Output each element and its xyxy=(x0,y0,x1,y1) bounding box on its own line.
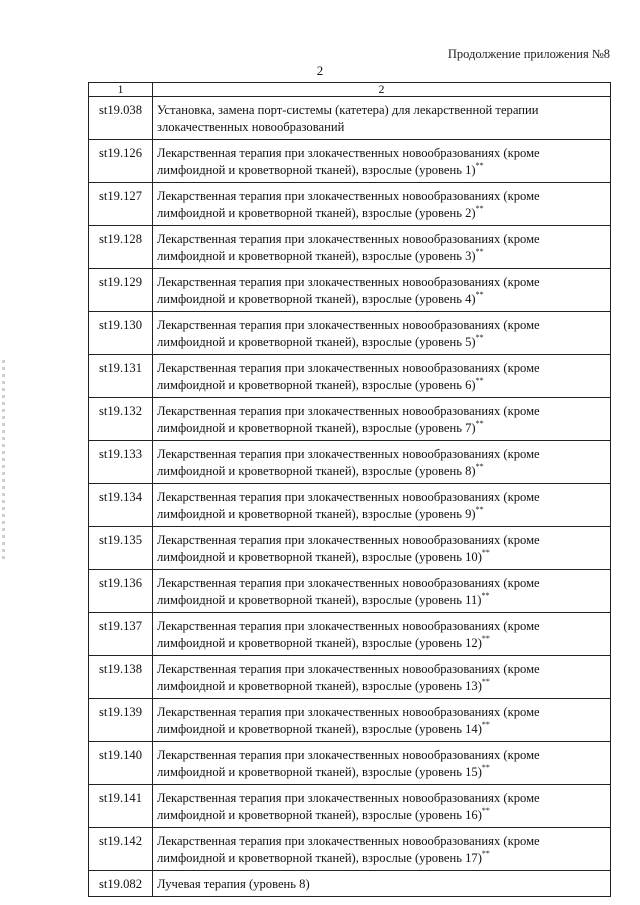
row-description: Лекарственная терапия при злокачественных новообразованиях (кроме лимфоидной и кроветворной тканей), взрослые (уровень 5) xyxy=(157,318,540,349)
table-row xyxy=(89,656,611,699)
footnote-mark: ** xyxy=(481,548,490,557)
row-code: st19.136 xyxy=(89,570,153,613)
row-description-cell xyxy=(153,312,611,355)
row-description: Лекарственная терапия при злокачественных новообразованиях (кроме лимфоидной и кроветворной тканей), взрослые (уровень 7) xyxy=(157,404,540,435)
table-body xyxy=(89,83,611,897)
scan-binding-marks xyxy=(2,360,5,560)
row-description-cell xyxy=(153,785,611,828)
row-description-cell xyxy=(153,484,611,527)
row-code: st19.133 xyxy=(89,441,153,484)
footnote-mark: ** xyxy=(481,849,490,858)
table-row xyxy=(89,355,611,398)
table-row xyxy=(89,140,611,183)
row-description: Лекарственная терапия при злокачественных новообразованиях (кроме лимфоидной и кроветворной тканей), взрослые (уровень 11) xyxy=(157,576,540,607)
row-description: Лекарственная терапия при злокачественных новообразованиях (кроме лимфоидной и кроветворной тканей), взрослые (уровень 13) xyxy=(157,662,540,693)
row-description: Лекарственная терапия при злокачественных новообразованиях (кроме лимфоидной и кроветворной тканей), взрослые (уровень 15) xyxy=(157,748,540,779)
footnote-mark: ** xyxy=(481,634,490,643)
row-description-cell xyxy=(153,699,611,742)
row-code: st19.138 xyxy=(89,656,153,699)
row-description-cell xyxy=(153,97,611,140)
row-description: Лекарственная терапия при злокачественных новообразованиях (кроме лимфоидной и кроветворной тканей), взрослые (уровень 14) xyxy=(157,705,540,736)
row-description: Лучевая терапия (уровень 8) xyxy=(157,877,310,891)
footnote-mark: ** xyxy=(475,290,484,299)
row-code: st19.129 xyxy=(89,269,153,312)
row-description-cell xyxy=(153,226,611,269)
row-description-cell xyxy=(153,355,611,398)
table-row xyxy=(89,269,611,312)
footnote-mark: ** xyxy=(481,591,490,600)
tariff-table xyxy=(88,82,611,897)
table-row xyxy=(89,97,611,140)
row-description: Лекарственная терапия при злокачественных новообразованиях (кроме лимфоидной и кроветворной тканей), взрослые (уровень 3) xyxy=(157,232,540,263)
row-description-cell xyxy=(153,871,611,897)
table-row xyxy=(89,484,611,527)
row-code: st19.128 xyxy=(89,226,153,269)
row-description-cell xyxy=(153,140,611,183)
row-description: Установка, замена порт-системы (катетера) для лекарственной терапии злокачественных новообразований xyxy=(157,103,539,134)
row-code: st19.141 xyxy=(89,785,153,828)
footnote-mark: ** xyxy=(475,419,484,428)
table-row xyxy=(89,398,611,441)
table-row xyxy=(89,871,611,897)
row-code: st19.131 xyxy=(89,355,153,398)
column-header-1: 1 xyxy=(89,83,153,97)
row-description-cell xyxy=(153,656,611,699)
row-code: st19.126 xyxy=(89,140,153,183)
row-description: Лекарственная терапия при злокачественных новообразованиях (кроме лимфоидной и кроветворной тканей), взрослые (уровень 4) xyxy=(157,275,540,306)
row-code: st19.135 xyxy=(89,527,153,570)
row-description: Лекарственная терапия при злокачественных новообразованиях (кроме лимфоидной и кроветворной тканей), взрослые (уровень 1) xyxy=(157,146,540,177)
table-row xyxy=(89,742,611,785)
row-code: st19.140 xyxy=(89,742,153,785)
footnote-mark: ** xyxy=(475,333,484,342)
row-description-cell xyxy=(153,613,611,656)
table-row xyxy=(89,570,611,613)
footnote-mark: ** xyxy=(481,806,490,815)
row-description: Лекарственная терапия при злокачественных новообразованиях (кроме лимфоидной и кроветворной тканей), взрослые (уровень 6) xyxy=(157,361,540,392)
row-description-cell xyxy=(153,828,611,871)
row-description-cell xyxy=(153,398,611,441)
row-code: st19.137 xyxy=(89,613,153,656)
footnote-mark: ** xyxy=(475,161,484,170)
row-description: Лекарственная терапия при злокачественных новообразованиях (кроме лимфоидной и кроветворной тканей), взрослые (уровень 8) xyxy=(157,447,540,478)
row-description: Лекарственная терапия при злокачественных новообразованиях (кроме лимфоидной и кроветворной тканей), взрослые (уровень 17) xyxy=(157,834,540,865)
row-code: st19.127 xyxy=(89,183,153,226)
row-code: st19.132 xyxy=(89,398,153,441)
footnote-mark: ** xyxy=(481,763,490,772)
table-row xyxy=(89,828,611,871)
row-description: Лекарственная терапия при злокачественных новообразованиях (кроме лимфоидной и кроветворной тканей), взрослые (уровень 10) xyxy=(157,533,540,564)
footnote-mark: ** xyxy=(475,376,484,385)
row-description-cell xyxy=(153,527,611,570)
row-code: st19.082 xyxy=(89,871,153,897)
table-row xyxy=(89,183,611,226)
row-code: st19.038 xyxy=(89,97,153,140)
row-description-cell xyxy=(153,441,611,484)
footnote-mark: ** xyxy=(475,505,484,514)
footnote-mark: ** xyxy=(475,462,484,471)
row-description: Лекарственная терапия при злокачественных новообразованиях (кроме лимфоидной и кроветворной тканей), взрослые (уровень 2) xyxy=(157,189,540,220)
row-description-cell xyxy=(153,570,611,613)
row-description: Лекарственная терапия при злокачественных новообразованиях (кроме лимфоидной и кроветворной тканей), взрослые (уровень 9) xyxy=(157,490,540,521)
footnote-mark: ** xyxy=(481,677,490,686)
table-header-row xyxy=(89,83,611,97)
column-header-2: 2 xyxy=(153,83,611,97)
footnote-mark: ** xyxy=(475,204,484,213)
page-number: 2 xyxy=(316,63,324,78)
table-row xyxy=(89,699,611,742)
row-description: Лекарственная терапия при злокачественных новообразованиях (кроме лимфоидной и кроветворной тканей), взрослые (уровень 16) xyxy=(157,791,540,822)
footnote-mark: ** xyxy=(481,720,490,729)
table-row xyxy=(89,527,611,570)
row-code: st19.142 xyxy=(89,828,153,871)
table-row xyxy=(89,613,611,656)
footnote-mark: ** xyxy=(475,247,484,256)
row-description-cell xyxy=(153,742,611,785)
row-code: st19.130 xyxy=(89,312,153,355)
row-description-cell xyxy=(153,183,611,226)
row-description-cell xyxy=(153,269,611,312)
table-row xyxy=(89,785,611,828)
row-description: Лекарственная терапия при злокачественных новообразованиях (кроме лимфоидной и кроветворной тканей), взрослые (уровень 12) xyxy=(157,619,540,650)
table-row xyxy=(89,312,611,355)
row-code: st19.139 xyxy=(89,699,153,742)
table-row xyxy=(89,441,611,484)
continuation-header: Продолжение приложения №8 xyxy=(447,47,610,61)
row-code: st19.134 xyxy=(89,484,153,527)
table-row xyxy=(89,226,611,269)
